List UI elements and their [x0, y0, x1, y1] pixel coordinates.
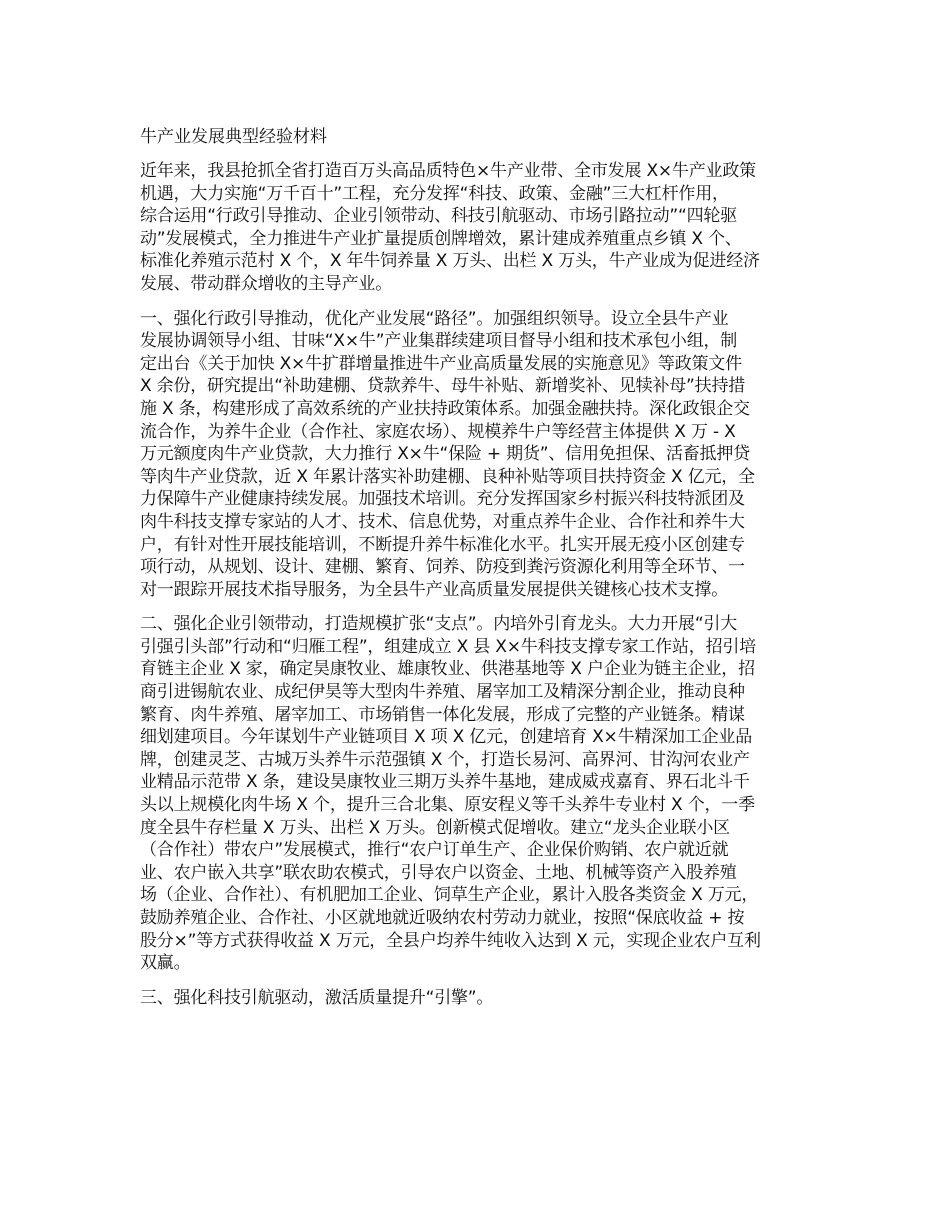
text-line: 一、强化行政引导推动，优化产业发展“路径”。加强组织领导。设立全县牛产业: [140, 308, 729, 329]
text-line: 等肉牛产业贷款，近 X 年累计落实补助建棚、良种补贴等项目扶持资金 X 亿元，全: [140, 466, 755, 487]
text-line: 育链主企业 X 家，确定昊康牧业、雄康牧业、供港基地等 X 户企业为链主企业，招: [140, 659, 755, 680]
text-line: 头以上规模化肉牛场 X 个，提升三合北集、原安程义等千头养牛专业村 X 个，一季: [140, 795, 755, 816]
document-title: 牛产业发展典型经验材料: [140, 127, 327, 147]
text-line: 综合运用“行政引导推动、企业引领带动、科技引航驱动、市场引路拉动”“四轮驱: [140, 206, 738, 227]
text-line: 股分×”等方式获得收益 X 万元，全县户均养牛纯收入达到 X 元，实现企业农户互利: [140, 930, 761, 951]
text-line: 肉牛科技支撑专家站的人才、技术、信息优势，对重点养牛企业、合作社和养牛大: [140, 511, 745, 532]
paragraph-section-2: [140, 613, 830, 975]
text-line: 对一跟踪开展技术指导服务，为全县牛产业高质量发展提供关键核心技术支撑。: [140, 579, 728, 600]
text-line: 鼓励养殖企业、合作社、小区就地就近吸纳农村劳动力就业，按照“保底收益 + 按: [140, 908, 745, 928]
text-line: （合作社）带农户”发展模式，推行“农户订单生产、企业保价购销、农户就近就: [140, 840, 729, 861]
text-line: 流合作，为养牛企业（合作社、家庭农场）、规模养牛户等经营主体提供 X 万 - X: [140, 421, 736, 442]
paragraph-section-3-heading: [140, 987, 830, 1010]
text-line: 业精品示范带 X 条，建设昊康牧业三期万头养牛基地，建成威戎嘉育、界石北斗千: [140, 772, 750, 793]
document-page: [140, 126, 830, 1021]
text-line: 三、强化科技引航驱动，激活质量提升“引擎”。: [140, 987, 494, 1008]
text-line: 细划建项目。今年谋划牛产业链项目 X 项 X 亿元，创建培育 X×牛精深加工企业品: [140, 727, 752, 748]
paragraph-intro: [140, 160, 830, 296]
text-line: 度全县牛存栏量 X 万头、出栏 X 万头。创新模式促增收。建立“龙头企业联小区: [140, 817, 730, 838]
text-line: 双赢。: [140, 953, 191, 974]
text-line: 动”发展模式，全力推进牛产业扩量提质创牌增效，累计建成养殖重点乡镇 X 个、: [140, 228, 742, 249]
text-line: 引强引头部”行动和“归雁工程”，组建成立 X 县 X×牛科技支撑专家工作站，招引培: [140, 636, 756, 657]
text-line: X 余份，研究提出“补助建棚、贷款养牛、母牛补贴、新增奖补、见犊补母”扶持措: [140, 376, 746, 397]
text-line: 施 X 条，构建形成了高效系统的产业扶持政策体系。加强金融扶持。深化政银企交: [140, 398, 750, 419]
text-line: 力保障牛产业健康持续发展。加强技术培训。充分发挥国家乡村振兴科技特派团及: [140, 489, 745, 510]
text-line: 机遇，大力实施“万千百十”工程，充分发挥“科技、政策、金融”三大杠杆作用，: [140, 183, 729, 204]
text-line: 二、强化企业引领带动，打造规模扩张“支点”。内培外引育龙头。大力开展“引大: [140, 614, 738, 635]
text-line: 近年来，我县抢抓全省打造百万头高品质特色×牛产业带、全市发展 X×牛产业政策: [140, 161, 756, 181]
paragraph-section-1: [140, 308, 830, 602]
text-line: 定出台《关于加快 X×牛扩群增量推进牛产业高质量发展的实施意见》等政策文件: [140, 353, 742, 374]
text-line: 繁育、肉牛养殖、屠宰加工、市场销售一体化发展，形成了完整的产业链条。精谋: [140, 704, 745, 725]
text-line: 标准化养殖示范村 X 个，X 年牛饲养量 X 万头、出栏 X 万头，牛产业成为促进经济: [140, 251, 760, 272]
text-line: 户，有针对性开展技能培训，不断提升养牛标准化水平。扎实开展无疫小区创建专: [140, 534, 745, 555]
text-line: 发展、带动群众增收的主导产业。: [140, 273, 392, 294]
text-line: 场（企业、合作社）、有机肥加工企业、饲草生产企业，累计入股各类资金 X 万元，: [140, 885, 759, 906]
text-line: 发展协调领导小组、甘味“X×牛”产业集群续建项目督导小组和技术承包小组，制: [140, 331, 738, 352]
text-line: 牌，创建灵芝、古城万头养牛示范强镇 X 个，打造长易河、高界河、甘沟河农业产: [140, 749, 750, 770]
text-line: 项行动，从规划、设计、建棚、繁育、饲养、防疫到粪污资源化利用等全环节、一: [140, 557, 745, 578]
text-line: 业、农户嵌入共享”联农助农模式，引导农户以资金、土地、机械等资产入股养殖: [140, 862, 737, 883]
text-line: 万元额度肉牛产业贷款，大力推行 X×牛“保险 + 期货”、信用免担保、活畜抵押贷: [140, 444, 750, 465]
text-line: 商引进锡航农业、成纪伊昊等大型肉牛养殖、屠宰加工及精深分割企业，推动良种: [140, 682, 745, 703]
